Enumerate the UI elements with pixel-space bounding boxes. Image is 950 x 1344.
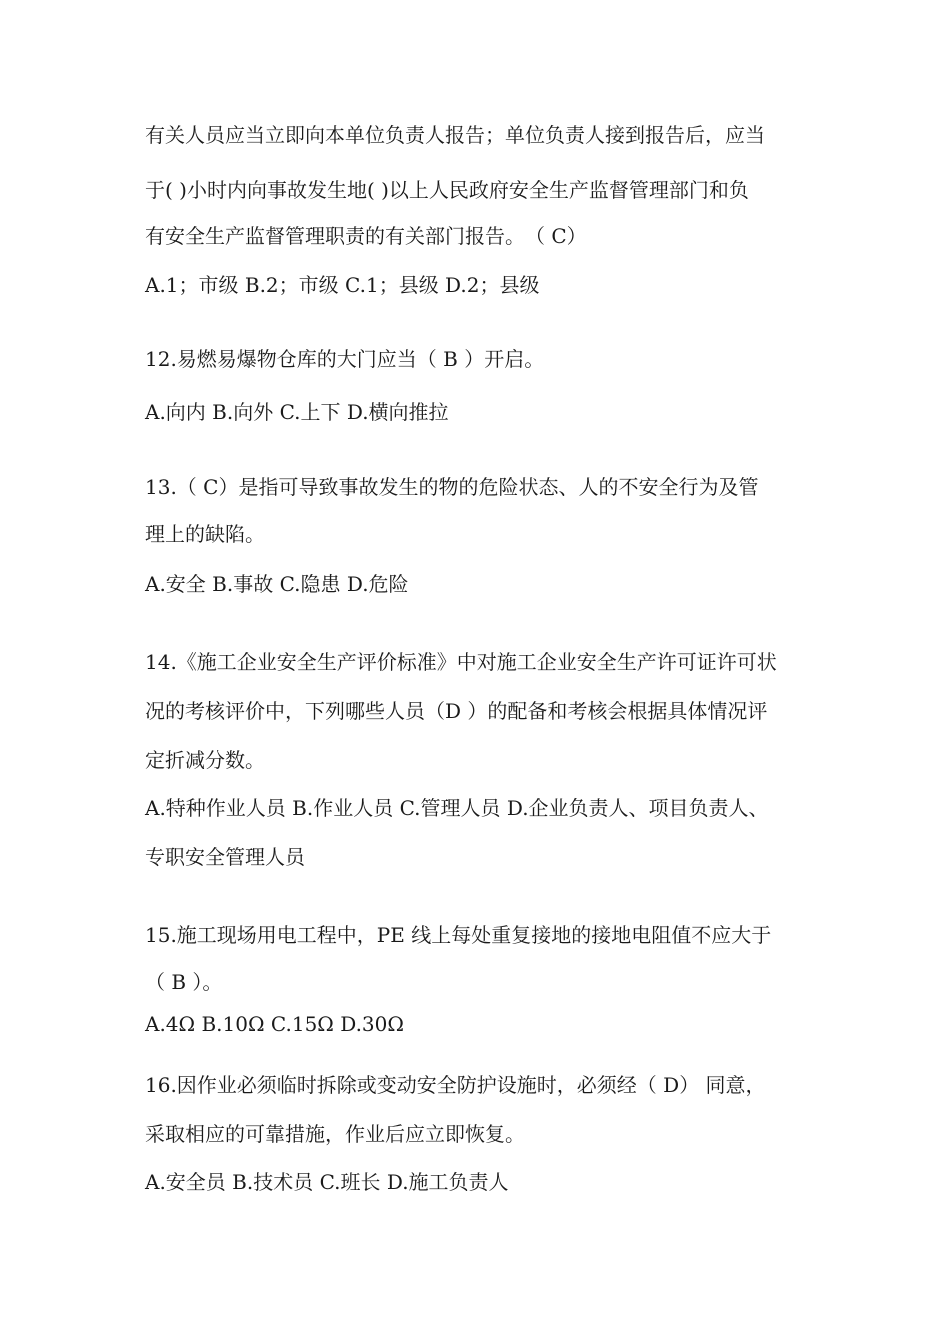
q11-text-line-3: 有安全生产监督管理职责的有关部门报告。 （ C） — [145, 224, 587, 248]
q14-text-line-3: 定折减分数。 — [145, 748, 265, 772]
q12-options: A.向内 B.向外 C.上下 D.横向推拉 — [145, 400, 449, 424]
q14-options-line-2: 专职安全管理人员 — [145, 845, 305, 869]
q11-text-line-2: 于( )小时内向事故发生地( )以上人民政府安全生产监督管理部门和负 — [145, 178, 749, 202]
q16-text-line-2: 采取相应的可靠措施，作业后应立即恢复。 — [145, 1122, 525, 1146]
q16-text-line-1: 16.因作业必须临时拆除或变动安全防护设施时，必须经（ D） 同意， — [145, 1073, 766, 1097]
q16-options: A.安全员 B.技术员 C.班长 D.施工负责人 — [145, 1170, 509, 1194]
q13-text-line-1: 13.（ C）是指可导致事故发生的物的危险状态、人的不安全行为及管 — [145, 475, 759, 499]
q13-options: A.安全 B.事故 C.隐患 D.危险 — [145, 572, 409, 596]
q14-text-line-2: 况的考核评价中，下列哪些人员（D ）的配备和考核会根据具体情况评 — [145, 699, 768, 723]
q14-text-line-1: 14.《施工企业安全生产评价标准》中对施工企业安全生产许可证许可状 — [145, 650, 777, 674]
q15-text-line-2: （ B ）。 — [145, 970, 223, 994]
q11-text-line-1: 有关人员应当立即向本单位负责人报告；单位负责人接到报告后，应当 — [145, 123, 765, 147]
q13-text-line-2: 理上的缺陷。 — [145, 522, 265, 546]
q12-text: 12.易燃易爆物仓库的大门应当（ B ）开启。 — [145, 347, 545, 371]
q11-options: A.1；市级 B.2；市级 C.1；县级 D.2；县级 — [145, 273, 540, 297]
q15-text-line-1: 15.施工现场用电工程中，PE 线上每处重复接地的接地电阻值不应大于 — [145, 923, 772, 947]
q15-options: A.4Ω B.10Ω C.15Ω D.30Ω — [145, 1012, 404, 1036]
q14-options-line-1: A.特种作业人员 B.作业人员 C.管理人员 D.企业负责人、项目负责人、 — [145, 796, 769, 820]
